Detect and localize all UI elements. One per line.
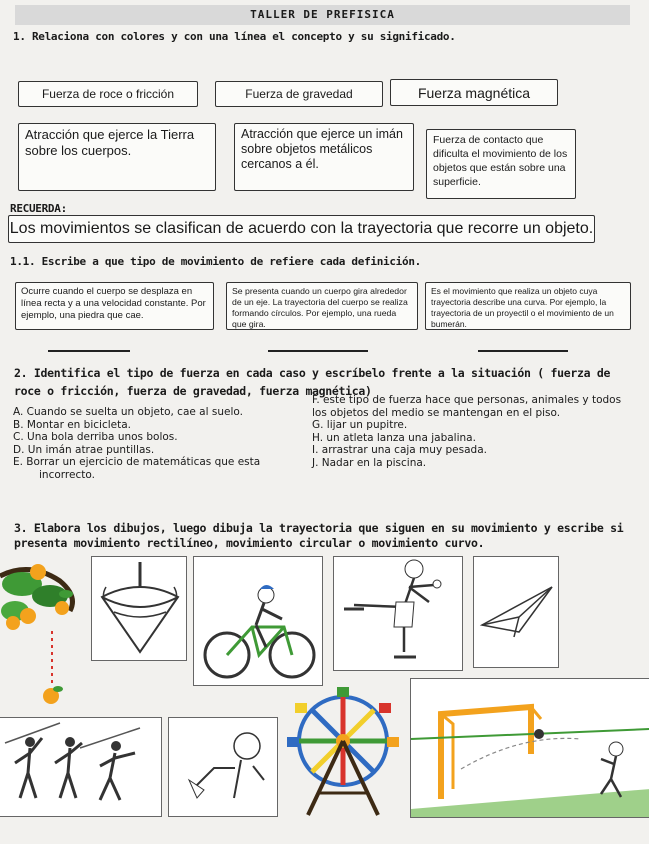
definition-gravity[interactable] <box>18 123 216 191</box>
orange-tree-image <box>0 556 82 711</box>
movement-def-circular <box>226 282 418 330</box>
situation-a: A. Cuando se suelta un objeto, cae al suelo. <box>13 406 243 418</box>
question-2: 2. Identifica el tipo de fuerza en cada caso y escríbelo frente a la situación ( fuerza de roce o fricción, fuerza de gravedad, fuerza magnética) <box>14 366 611 398</box>
situation-h: H. un atleta lanza una jabalina. <box>312 431 476 444</box>
movement-def-rectilinear-text: Ocurre cuando el cuerpo se desplaza en línea recta y a una velocidad constante. Por ejemplo, una piedra que cae. <box>21 286 206 321</box>
definition-friction-text: Fuerza de contacto que dificulta el movimiento de los objetos que están sobre una superficie. <box>433 134 568 188</box>
movement-def-curved-text: Es el movimiento que realiza un objeto cuya trayectoria describe una curva. Por ejemplo, la trayectoria de un proyectil o el movimiento de un bumerán. <box>431 286 614 329</box>
skater-image <box>333 556 463 671</box>
paper-plane-image <box>473 556 559 668</box>
answer-line-3[interactable] <box>478 350 568 352</box>
question-1-1: 1.1. Escribe a que tipo de movimiento de refiere cada definición. <box>10 255 421 268</box>
movement-def-circular-text: Se presenta cuando un cuerpo gira alrededor de un eje. La trayectoria del cuerpo se realiza formando círculos. Por ejemplo, una rueda que gira. <box>232 286 408 329</box>
situations-right <box>312 394 637 469</box>
question-1: 1. Relaciona con colores y con una línea el concepto y su significado. <box>13 30 456 43</box>
concept-gravity[interactable] <box>215 81 383 107</box>
movement-def-curved <box>425 282 631 330</box>
situation-e: E. Borrar un ejercicio de matemáticas que esta incorrecto. <box>13 456 261 481</box>
spinning-top-image <box>91 556 187 661</box>
recuerda-box <box>8 215 595 243</box>
javelin-image <box>0 717 162 817</box>
situation-b: B. Montar en bicicleta. <box>13 418 131 431</box>
situations-left <box>13 402 313 481</box>
movement-def-rectilinear <box>15 282 214 330</box>
definition-friction[interactable] <box>426 129 576 199</box>
soccer-goal-image <box>410 678 649 818</box>
situation-f: F. este tipo de fuerza hace que personas, animales y todos los objetos del medio se mantengan en el piso. <box>312 394 622 419</box>
answer-line-1[interactable] <box>48 350 130 352</box>
situation-d: D. Un imán atrae puntillas. <box>13 443 155 456</box>
worksheet-title: TALLER DE PREFISICA <box>15 5 630 25</box>
concept-magnetic-label: Fuerza magnética <box>417 84 531 101</box>
concept-magnetic[interactable] <box>390 79 558 106</box>
throwing-person-image <box>168 717 278 817</box>
recuerda-text: Los movimientos se clasifican de acuerdo con la trayectoria que recorre un objeto. <box>9 220 594 237</box>
question-3: 3. Elabora los dibujos, luego dibuja la trayectoria que siguen en su movimiento y escribe si presenta movimiento rectilíneo, movimiento circular o movimiento curvo. <box>14 521 624 550</box>
situation-c: C. Una bola derriba unos bolos. <box>13 431 178 443</box>
ferris-wheel-image <box>283 683 403 818</box>
concept-friction-label: Fuerza de roce o fricción <box>41 87 175 101</box>
concept-friction[interactable] <box>18 81 198 107</box>
situation-g: G. lijar un pupitre. <box>312 419 408 431</box>
definition-magnetic-text: Atracción que ejerce un imán sobre objetos metálicos cercanos a él. <box>241 127 403 171</box>
answer-line-2[interactable] <box>268 350 368 352</box>
bicycle-image <box>193 556 323 686</box>
situation-i: I. arrastrar una caja muy pesada. <box>312 444 487 456</box>
definition-gravity-text: Atracción que ejerce la Tierra sobre los cuerpos. <box>25 127 195 158</box>
situation-j: J. Nadar en la piscina. <box>312 456 427 469</box>
recuerda-label: RECUERDA: <box>10 202 67 215</box>
definition-magnetic[interactable] <box>234 123 414 191</box>
concept-gravity-label: Fuerza de gravedad <box>245 87 353 101</box>
